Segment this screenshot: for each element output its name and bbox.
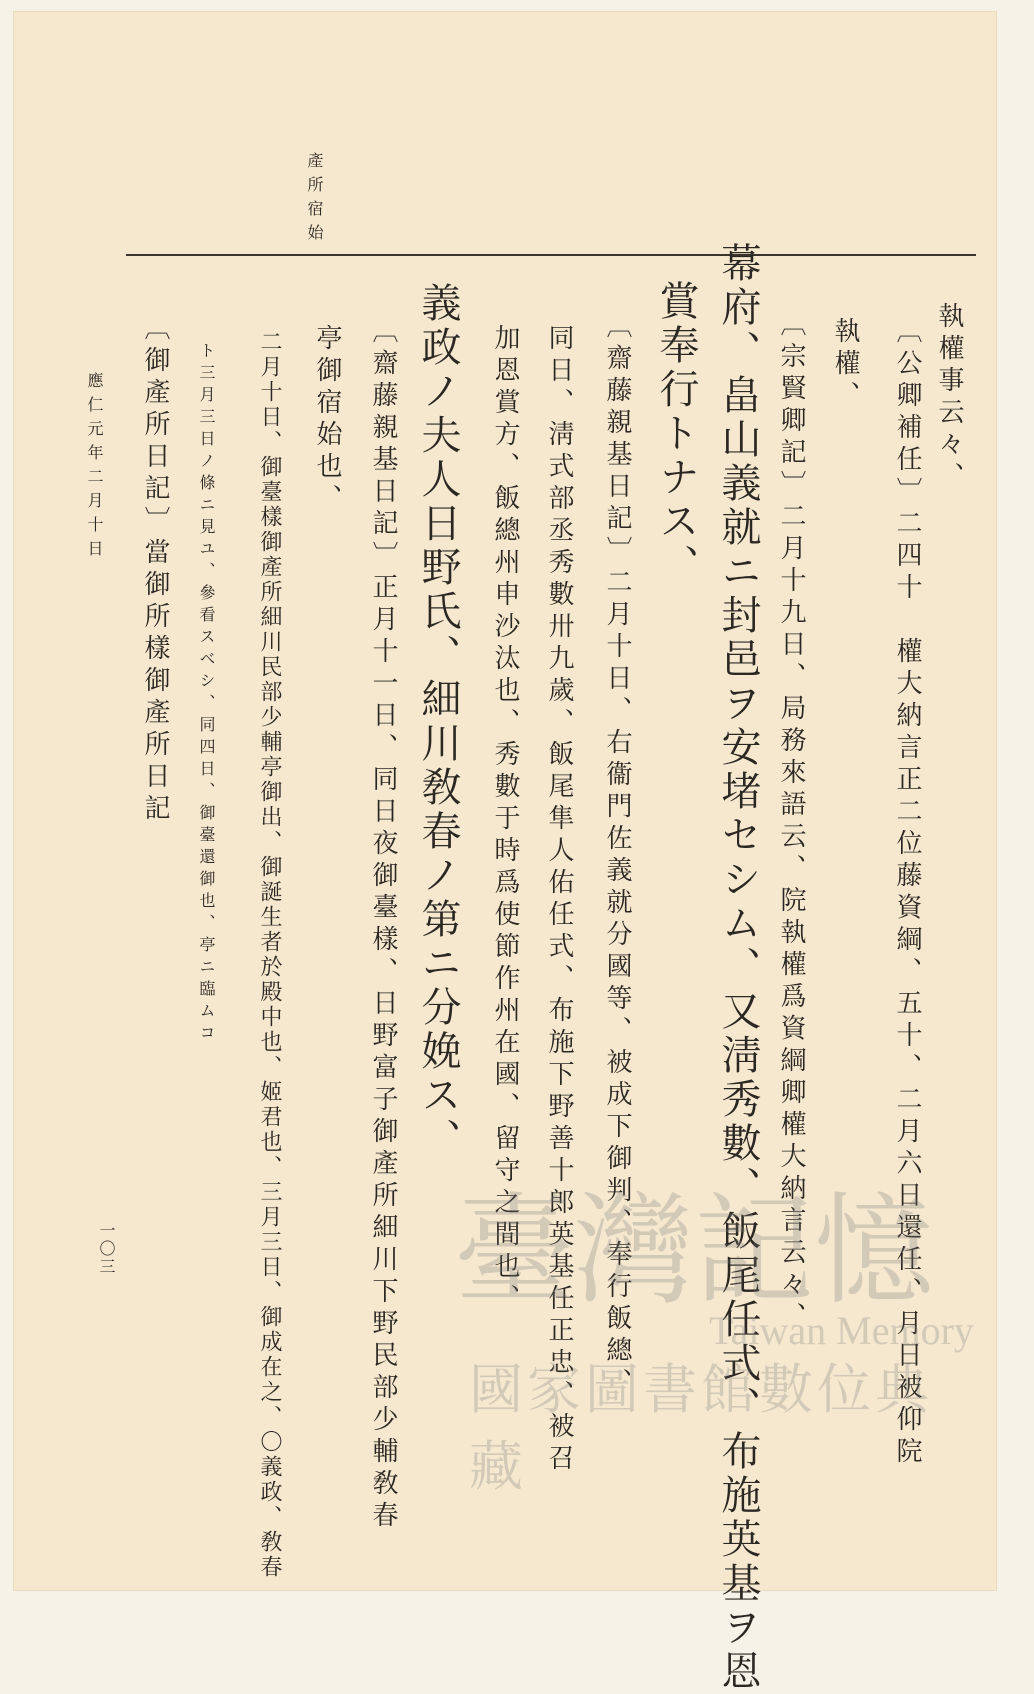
heading-yoshimasa: 義政ノ夫人日野氏、細川敎春ノ第ニ分娩ス、 — [415, 282, 461, 1162]
running-title: 產所宿始 — [305, 152, 324, 248]
heading-shogunate: 幕府、畠山義就ニ封邑ヲ安堵セシム、又淸秀數、飯尾任式、布施英基ヲ恩 — [715, 242, 761, 1694]
text-column-12: 亭御宿始也、 — [312, 324, 342, 516]
watermark — [454, 1182, 974, 1498]
heading-shogunate-cont: 賞奉行トナス、 — [653, 280, 699, 588]
text-column-7: 〔齋藤親基日記〕二月十日、右衞門佐義就分國等、被成下御判、奉行飯總、 — [602, 312, 632, 1400]
text-column-8: 同日、淸式部丞秀數卅九歲、飯尾隼人佑任式、布施下野善十郎英基任正忠、被召 — [544, 324, 574, 1476]
page-number: 一〇三 — [97, 1222, 116, 1276]
margin-date: 應仁元年二月十日 — [85, 372, 104, 564]
text-column-13: 二月十日、御臺樣御產所細川民部少輔亭御出、御誕生者於殿中也、姬君也、三月三日、御成在之、〇義政、敎春 — [257, 330, 282, 1580]
text-column-9: 加恩賞方、飯總州申沙汰也、秀數于時爲使節作州在國、留守之間也、 — [490, 324, 520, 1316]
header-rule — [126, 254, 976, 256]
text-column-14: ト三月三日ノ條ニ見ユ、參看スベシ、同四日、御臺還御也、亭ニ臨ムコ — [197, 342, 216, 1046]
text-column-4: 〔宗賢卿記〕二月十九日、局務來語云、院執權爲資綱卿權大納言云々、 — [776, 310, 806, 1334]
text-column-3: 執權、 — [830, 317, 860, 413]
watermark-institution: 國家圖書館數位典藏 — [469, 1358, 933, 1498]
text-column-15: 〔御產所日記〕當御所樣御產所日記 — [140, 314, 170, 826]
book-page — [14, 12, 996, 1694]
text-column-1: 執權事云々、 — [934, 302, 964, 494]
text-column-11: 〔齋藤親基日記〕正月十一日、同日夜御臺樣、日野富子御產所細川下野民部少輔敎春 — [368, 317, 398, 1533]
watermark-english: Taiwan Memory — [709, 1308, 974, 1353]
text-column-2: 〔公卿補任〕二四十 權大納言正二位藤資綱、五十、二月六日還任、月日被仰院 — [892, 317, 922, 1469]
watermark-title: 臺灣記憶 — [454, 1182, 934, 1321]
